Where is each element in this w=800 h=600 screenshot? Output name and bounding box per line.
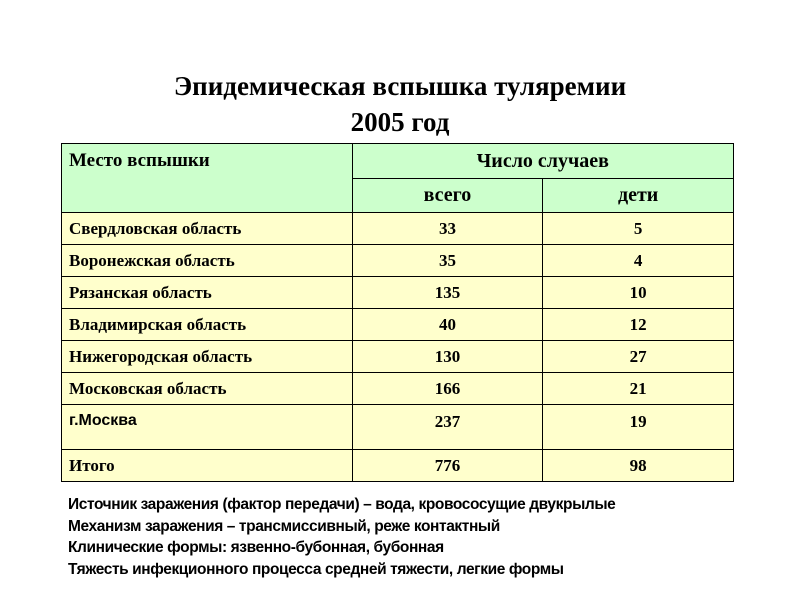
table-row bbox=[62, 277, 734, 309]
row-total: 40 bbox=[352, 309, 543, 341]
table-row bbox=[62, 309, 734, 341]
row-children: 27 bbox=[543, 341, 734, 373]
row-children: 10 bbox=[543, 277, 734, 309]
row-children: 12 bbox=[543, 309, 734, 341]
row-children: 19 bbox=[543, 405, 734, 450]
header-place: Место вспышки bbox=[62, 144, 353, 213]
table-row bbox=[62, 245, 734, 277]
row-total: 166 bbox=[352, 373, 543, 405]
table-row bbox=[62, 405, 734, 450]
slide-title bbox=[0, 68, 800, 140]
title-line-1: Эпидемическая вспышка туляремии bbox=[173, 71, 627, 101]
table-header-row bbox=[62, 144, 734, 179]
table-total-row bbox=[62, 450, 734, 482]
note-line: Клинические формы: язвенно-бубонная, бубонная bbox=[68, 539, 444, 556]
row-place: Воронежская область bbox=[62, 245, 353, 277]
row-children: 21 bbox=[543, 373, 734, 405]
row-children: 4 bbox=[543, 245, 734, 277]
header-total: всего bbox=[352, 179, 543, 213]
row-total: 135 bbox=[352, 277, 543, 309]
total-label: Итого bbox=[62, 450, 353, 482]
title-line-2: 2005 год bbox=[350, 107, 450, 137]
note-line: Источник заражения (фактор передачи) – вода, кровососущие двукрылые bbox=[68, 496, 616, 513]
row-place: Рязанская область bbox=[62, 277, 353, 309]
row-total: 130 bbox=[352, 341, 543, 373]
table-row bbox=[62, 373, 734, 405]
row-total: 35 bbox=[352, 245, 543, 277]
row-total: 33 bbox=[352, 213, 543, 245]
note-line: Механизм заражения – трансмиссивный, реже контактный bbox=[68, 517, 500, 535]
row-place: г.Москва bbox=[62, 405, 353, 450]
header-children: дети bbox=[543, 179, 734, 213]
row-place: Нижегородская область bbox=[62, 341, 353, 373]
row-children: 5 bbox=[543, 213, 734, 245]
note-line: Тяжесть инфекционного процесса средней тяжести, легкие формы bbox=[68, 560, 564, 578]
notes-block bbox=[68, 494, 788, 580]
row-place: Московская область bbox=[62, 373, 353, 405]
header-cases: Число случаев bbox=[352, 144, 733, 179]
total-all: 776 bbox=[352, 450, 543, 482]
row-place: Владимирская область bbox=[62, 309, 353, 341]
row-total: 237 bbox=[352, 405, 543, 450]
table-row bbox=[62, 213, 734, 245]
table-row bbox=[62, 341, 734, 373]
outbreak-table bbox=[61, 143, 734, 482]
row-place: Свердловская область bbox=[62, 213, 353, 245]
total-children: 98 bbox=[543, 450, 734, 482]
